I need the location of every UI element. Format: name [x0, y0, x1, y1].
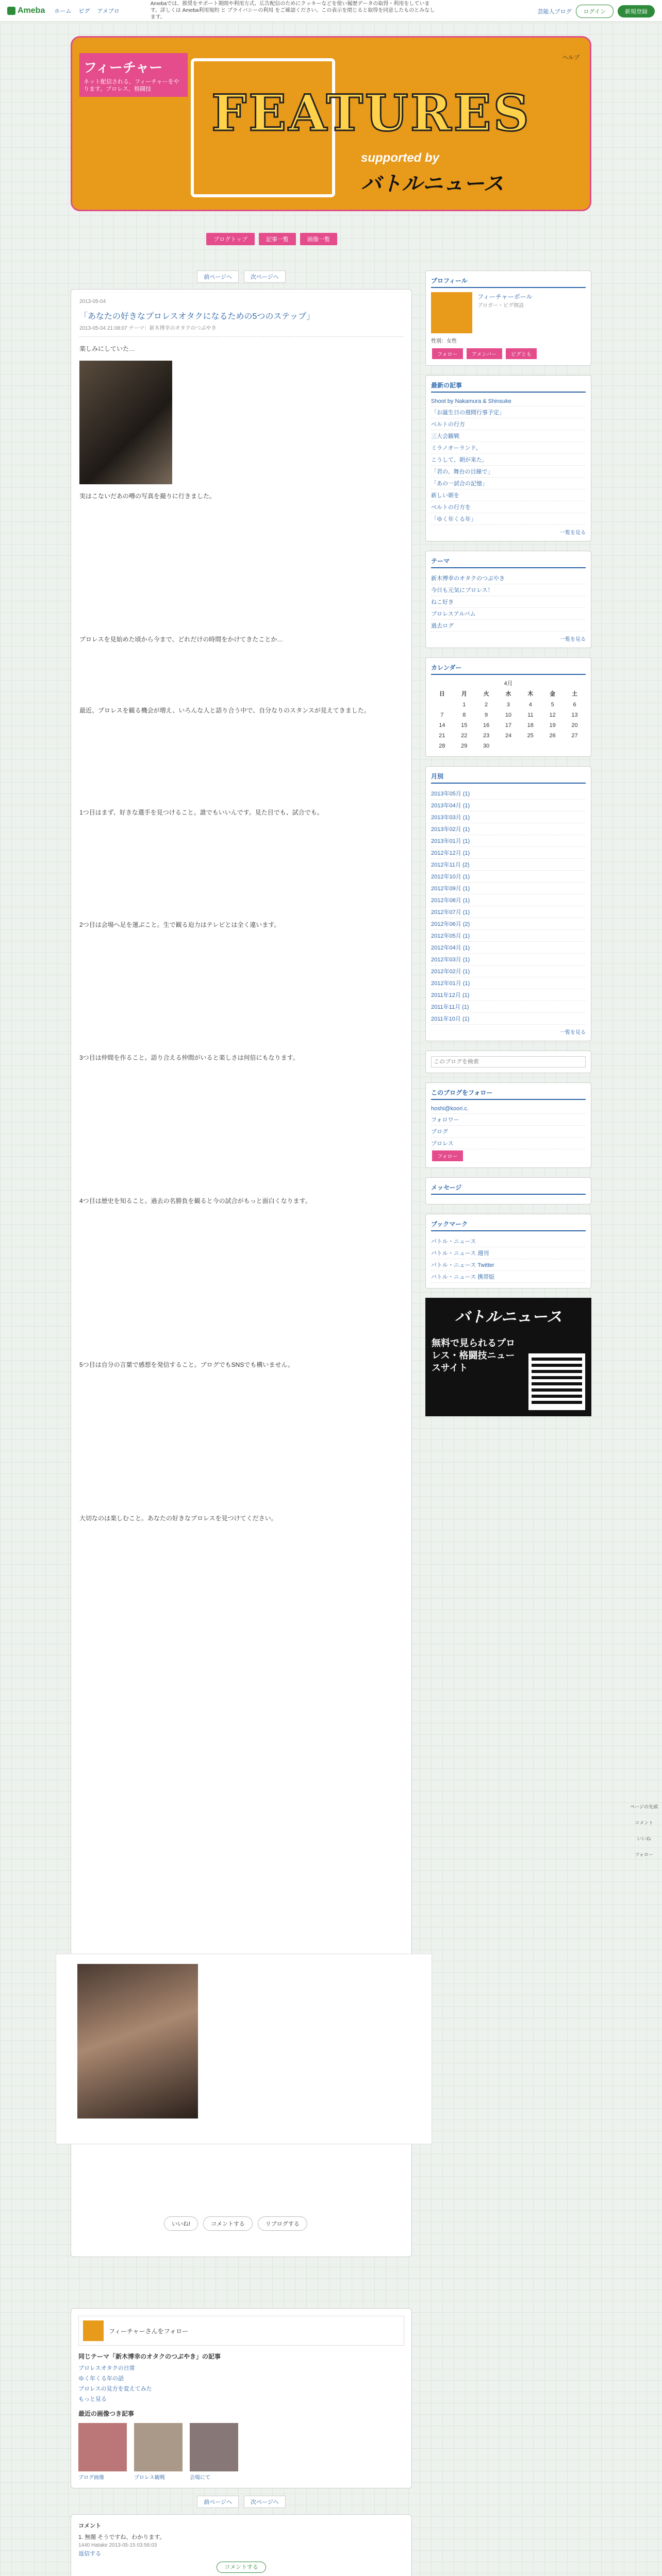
blog-search-input[interactable]	[431, 1056, 586, 1067]
comment-heading: コメント	[78, 2523, 101, 2529]
follow-card[interactable]	[78, 2316, 404, 2346]
next-page-button[interactable]: 次ページへ	[244, 2496, 286, 2508]
theme-box	[425, 551, 591, 648]
nav-ameblo[interactable]: アメブロ	[97, 8, 120, 14]
bookmark-item[interactable]: バトル・ニュース Twitter	[431, 1259, 586, 1271]
battle-news-logo: バトルニュース	[361, 173, 504, 195]
top-nav	[54, 7, 119, 15]
archive-item[interactable]: 2011年11月 (1)	[431, 1001, 586, 1013]
float-top[interactable]: ページの先頭	[630, 1804, 658, 1809]
comment-button[interactable]: コメントする	[203, 2216, 253, 2231]
recent-more[interactable]: 一覧を見る	[560, 530, 586, 536]
recent-item[interactable]: ベルトの行方を	[431, 501, 586, 513]
paragraph: 3つ目は仲間を作ること。語り合える仲間がいると楽しさは何倍にもなります。	[79, 1054, 299, 1061]
thumb-image	[190, 2423, 238, 2471]
archive-item[interactable]: 2013年01月 (1)	[431, 835, 586, 847]
calendar-heading: カレンダー	[431, 663, 586, 675]
calendar-day[interactable]: 22	[461, 733, 468, 739]
embedded-photo-wrap	[71, 1964, 198, 2119]
calendar-day[interactable]: 30	[483, 743, 490, 749]
reaction-bar	[164, 2216, 307, 2231]
thumb-caption: プロレス観戦	[134, 2475, 165, 2481]
message-heading[interactable]: メッセージ	[431, 1183, 586, 1195]
archive-item[interactable]: 2013年04月 (1)	[431, 800, 586, 811]
followers-follow-button[interactable]: フォロー	[432, 1150, 463, 1161]
calendar-day[interactable]: 7	[440, 712, 444, 718]
theme-item[interactable]: 新木博幸のオタクのつぶやき	[431, 572, 586, 584]
follower-item[interactable]: フォロワー	[431, 1114, 586, 1126]
paragraph: 2つ目は会場へ足を運ぶこと。生で観る迫力はテレビとは全く違います。	[79, 921, 280, 928]
calendar-table	[431, 687, 586, 751]
login-button[interactable]: ログイン	[576, 5, 614, 18]
archive-item[interactable]: 2012年06月 (2)	[431, 918, 586, 930]
blog-tabs	[0, 233, 591, 245]
theme-item[interactable]: 今日も元気にプロレス！	[431, 584, 586, 596]
theme-more[interactable]: 一覧を見る	[560, 637, 586, 642]
calendar-day[interactable]: 19	[549, 722, 556, 728]
page-wrap	[71, 36, 591, 2570]
calendar-day	[519, 741, 541, 751]
calendar-weekday: 金	[550, 691, 556, 697]
blog-header	[71, 36, 591, 211]
recent-item[interactable]: 「ゆく年くる年」	[431, 513, 586, 525]
archive-item[interactable]: 2012年11月 (2)	[431, 859, 586, 871]
calendar-weekday: 火	[483, 691, 489, 697]
follow-button[interactable]: フォロー	[432, 348, 463, 359]
prev-page-button[interactable]: 前ページへ	[197, 270, 239, 283]
calendar-day[interactable]: 8	[462, 712, 466, 718]
thumb-list	[78, 2423, 404, 2481]
thumb-item[interactable]	[134, 2423, 183, 2481]
thumb-caption: ブログ画像	[78, 2475, 104, 2481]
calendar-day	[498, 741, 520, 751]
supported-by: supported by	[361, 151, 440, 165]
theme-item[interactable]: ねこ好き	[431, 596, 586, 608]
archive-list	[431, 788, 586, 1025]
article-date: 2013-05-04	[79, 299, 106, 304]
comment-card	[71, 2514, 412, 2576]
cookie-notice: Amebaでは、推奨をサポート期間や利用方式、広告配信のためにクッキーなどを使い履歴データの取得・利用をしています。詳しくは Ameba利用規約 と プライバシーの利用 をご確認ください。この表示を閉じると取得を同意したものとみなします。	[150, 1, 435, 20]
recent-box	[425, 375, 591, 541]
message-box	[425, 1177, 591, 1205]
below-article	[71, 2308, 412, 2576]
thumb-item[interactable]	[78, 2423, 127, 2481]
paragraph: プロレスを見始めた頃から今まで、どれだけの時間をかけてきたことか…	[79, 636, 284, 643]
archive-heading: 月別	[431, 772, 586, 784]
qr-code-icon	[528, 1353, 585, 1410]
article-photo[interactable]	[79, 361, 172, 484]
article-body	[79, 344, 403, 1523]
float-like[interactable]: いいね	[637, 1836, 651, 1841]
theme-heading: テーマ	[431, 556, 586, 568]
archive-item[interactable]: 2012年04月 (1)	[431, 942, 586, 954]
archive-item[interactable]: 2012年05月 (1)	[431, 930, 586, 942]
bookmark-item[interactable]: バトル・ニュース 週刊	[431, 1247, 586, 1259]
calendar-day[interactable]: 12	[549, 712, 556, 718]
bookmark-box	[425, 1214, 591, 1289]
calendar-day[interactable]: 1	[462, 702, 466, 708]
archive-item[interactable]: 2012年07月 (1)	[431, 906, 586, 918]
archive-item[interactable]: 2012年10月 (1)	[431, 871, 586, 883]
thumb-caption: 会場にて	[190, 2475, 210, 2481]
paragraph: 実はこないだあの噂の写真を撮りに行きました。	[79, 493, 216, 500]
calendar-day[interactable]: 25	[527, 733, 534, 739]
search-box	[425, 1050, 591, 1073]
float-follow[interactable]: フォロー	[635, 1852, 653, 1857]
pigtomo-button[interactable]: ピグとも	[506, 348, 537, 359]
follower-item[interactable]: hoshi@koori.c.	[431, 1104, 586, 1114]
calendar-day[interactable]: 11	[527, 712, 534, 718]
tab-image-list[interactable]: 画像一覧	[300, 233, 337, 245]
nav-pigg[interactable]: ピグ	[78, 8, 90, 14]
calendar-day[interactable]: 14	[439, 722, 445, 728]
archive-item[interactable]: 2011年12月 (1)	[431, 989, 586, 1001]
ameba-logo-icon	[7, 7, 15, 15]
related-more-link[interactable]: もっと見る	[78, 2396, 107, 2402]
archive-item[interactable]: 2012年08月 (1)	[431, 894, 586, 906]
theme-item[interactable]: 過去ログ	[431, 620, 586, 632]
paragraph: 1つ目はまず、好きな選手を見つけること。誰でもいいんです。見た目でも、試合でも。	[79, 809, 323, 816]
followers-box	[425, 1082, 591, 1168]
ad-title: バトルニュース	[455, 1309, 562, 1326]
embedded-photo[interactable]	[77, 1964, 198, 2119]
paragraph: 4つ目は歴史を知ること。過去の名勝負を観ると今の試合がもっと面白くなります。	[79, 1197, 311, 1205]
calendar-day[interactable]: 3	[506, 702, 510, 708]
calendar-day[interactable]: 18	[527, 722, 534, 728]
follow-text: フィーチャーさんをフォロー	[109, 2327, 189, 2335]
blog-avatar	[83, 2320, 104, 2341]
calendar-day[interactable]: 16	[483, 722, 490, 728]
recent-item[interactable]: 「あの一試合の記憶」	[431, 478, 586, 489]
followers-heading: このブログをフォロー	[431, 1088, 586, 1100]
calendar-day[interactable]: 26	[549, 733, 556, 739]
ameba-logo[interactable]: Ameba	[7, 6, 45, 15]
paragraph: 大切なのは楽しむこと。あなたの好きなプロレスを見つけてください。	[79, 1515, 277, 1522]
calendar-day[interactable]: 6	[573, 702, 576, 708]
theme-item[interactable]: プロレスアルバム	[431, 608, 586, 620]
recent-item[interactable]: 「お誕生日の週間行事予定」	[431, 406, 586, 418]
comment-author: 1440 Hatake 2013-05-15 03:56:03	[78, 2543, 157, 2548]
thumb-image	[134, 2423, 183, 2471]
related-card	[71, 2308, 412, 2488]
related-link[interactable]: プロレスの見方を変えてみた	[78, 2386, 152, 2392]
calendar-weekday: 月	[461, 691, 467, 697]
profile-heading: プロフィール	[431, 276, 586, 288]
calendar-day[interactable]: 4	[528, 702, 532, 708]
related-link[interactable]: ゆく年くる年の話	[78, 2376, 124, 2382]
celebrity-link[interactable]: 芸能人ブログ	[537, 9, 572, 15]
calendar-day[interactable]: 10	[505, 712, 512, 718]
blog-title-box[interactable]	[79, 53, 188, 97]
prev-page-button[interactable]: 前ページへ	[197, 2496, 239, 2508]
thumb-item[interactable]	[190, 2423, 238, 2481]
calendar-day[interactable]: 2	[485, 702, 488, 708]
recent-item[interactable]: 「君の、舞台の目線で」	[431, 466, 586, 478]
calendar-day[interactable]: 13	[571, 712, 578, 718]
pager-top	[71, 270, 412, 283]
calendar-month: 4月	[504, 681, 513, 687]
calendar-weekday: 日	[439, 691, 445, 697]
archive-item[interactable]: 2013年02月 (1)	[431, 823, 586, 835]
follower-item[interactable]: プロレス	[431, 1138, 586, 1149]
related-link[interactable]: プロレスオタクの日常	[78, 2365, 135, 2371]
tab-entry-list[interactable]: 記事一覧	[259, 233, 296, 245]
main-column	[71, 270, 412, 2257]
sidebar	[425, 270, 591, 1416]
comment-text: 1. 無題 そうですね、わかります。	[78, 2534, 166, 2540]
calendar-weekday: 水	[505, 691, 511, 697]
profile-sex: 性別：女性	[431, 338, 457, 344]
ad-text: 無料で見られるプロレス・格闘技ニュースサイト	[432, 1338, 515, 1373]
reply-link[interactable]: 返信する	[78, 2551, 101, 2557]
archive-box	[425, 766, 591, 1041]
archive-item[interactable]: 2012年01月 (1)	[431, 977, 586, 989]
paragraph: 楽しみにしていた…	[79, 345, 136, 352]
recent-item[interactable]: こうして、朝が来た。	[431, 454, 586, 466]
post-comment-button[interactable]: コメントする	[217, 2562, 266, 2573]
calendar-day[interactable]: 27	[571, 733, 578, 739]
calendar-day[interactable]: 29	[461, 743, 468, 749]
calendar-weekday: 木	[527, 691, 534, 697]
bookmark-item[interactable]: バトル・ニュース	[431, 1235, 586, 1247]
recent-item[interactable]: ベルトの行方	[431, 418, 586, 430]
article-meta: 2013-05-04 21:08:07 テーマ：新木博幸のオタクのつぶやき	[79, 324, 403, 337]
archive-item[interactable]: 2012年03月 (1)	[431, 954, 586, 965]
archive-item[interactable]: 2012年12月 (1)	[431, 847, 586, 859]
tab-blog-top[interactable]: ブログトップ	[206, 233, 255, 245]
recent-item[interactable]: ミラノオーランド。	[431, 442, 586, 454]
amember-button[interactable]: アメンバー	[467, 348, 502, 359]
calendar-day[interactable]: 23	[483, 733, 490, 739]
calendar-day[interactable]: 28	[439, 743, 445, 749]
recent-heading: 最新の記事	[431, 381, 586, 393]
reblog-button[interactable]: リブログする	[258, 2216, 307, 2231]
next-page-button[interactable]: 次ページへ	[244, 270, 286, 283]
calendar-day[interactable]: 9	[485, 712, 488, 718]
article	[71, 289, 412, 2257]
recent-item[interactable]: Shoot by Nakamura & Shinsuke	[431, 397, 586, 406]
recent-item[interactable]: 三大会観戦	[431, 430, 586, 442]
blog-title[interactable]: フィーチャー	[84, 60, 163, 75]
paragraph: 最近、プロレスを観る機会が増え、いろんな人と語り合う中で、自分なりのスタンスが見えてきました。	[79, 707, 370, 714]
calendar-day[interactable]: 15	[461, 722, 468, 728]
nav-home[interactable]: ホーム	[54, 8, 72, 14]
profile-name[interactable]: フィーチャーボール	[477, 293, 533, 300]
calendar-day[interactable]: 20	[571, 722, 578, 728]
top-right	[538, 5, 655, 18]
top-bar	[0, 0, 662, 22]
calendar-weekday: 土	[572, 691, 578, 697]
battle-news-ad[interactable]	[425, 1298, 591, 1416]
archive-item[interactable]: 2012年09月 (1)	[431, 883, 586, 894]
calendar-day[interactable]: 17	[505, 722, 512, 728]
calendar-box	[425, 657, 591, 757]
archive-item[interactable]: 2013年05月 (1)	[431, 788, 586, 800]
thumbs-heading: 最近の画像つき記事	[78, 2410, 135, 2417]
float-comment[interactable]: コメント	[635, 1820, 654, 1825]
related-heading: 同じテーマ「新木博幸のオタクのつぶやき」の記事	[78, 2353, 221, 2360]
archive-more[interactable]: 一覧を見る	[560, 1030, 586, 1036]
features-logo: FEATURES	[211, 84, 531, 142]
calendar-day[interactable]: 5	[551, 702, 554, 708]
help-link[interactable]: ヘルプ	[562, 55, 580, 61]
profile-avatar[interactable]	[431, 292, 472, 333]
profile-sub: ブロガー・ピグ開設	[477, 303, 524, 309]
like-button[interactable]: いいね!	[164, 2216, 198, 2231]
recent-item[interactable]: 新しい朝を	[431, 489, 586, 501]
paragraph: 5つ目は自分の言葉で感想を発信すること。ブログでもSNSでも構いません。	[79, 1361, 294, 1368]
archive-item[interactable]: 2011年10月 (1)	[431, 1013, 586, 1025]
article-title[interactable]: 「あなたの好きなプロレスオタクになるための5つのステップ」	[79, 312, 315, 321]
bookmark-heading: ブックマーク	[431, 1219, 586, 1231]
pager-mid	[71, 2496, 412, 2508]
calendar-day[interactable]: 24	[505, 733, 512, 739]
blog-description: ネット配信される、フィーチャーをやります。プロレス、格闘技	[84, 79, 179, 92]
archive-item[interactable]: 2012年02月 (1)	[431, 965, 586, 977]
calendar-day	[564, 741, 586, 751]
register-button[interactable]: 新規登録	[618, 5, 655, 18]
calendar-day[interactable]: 21	[439, 733, 445, 739]
bookmark-item[interactable]: バトル・ニュース 携帯版	[431, 1271, 586, 1283]
archive-item[interactable]: 2013年03月 (1)	[431, 811, 586, 823]
calendar-day	[541, 741, 564, 751]
profile-box	[425, 270, 591, 366]
calendar-day	[431, 700, 453, 710]
follower-item[interactable]: ブログ	[431, 1126, 586, 1138]
thumb-image	[78, 2423, 127, 2471]
floating-nav	[630, 1803, 658, 1858]
